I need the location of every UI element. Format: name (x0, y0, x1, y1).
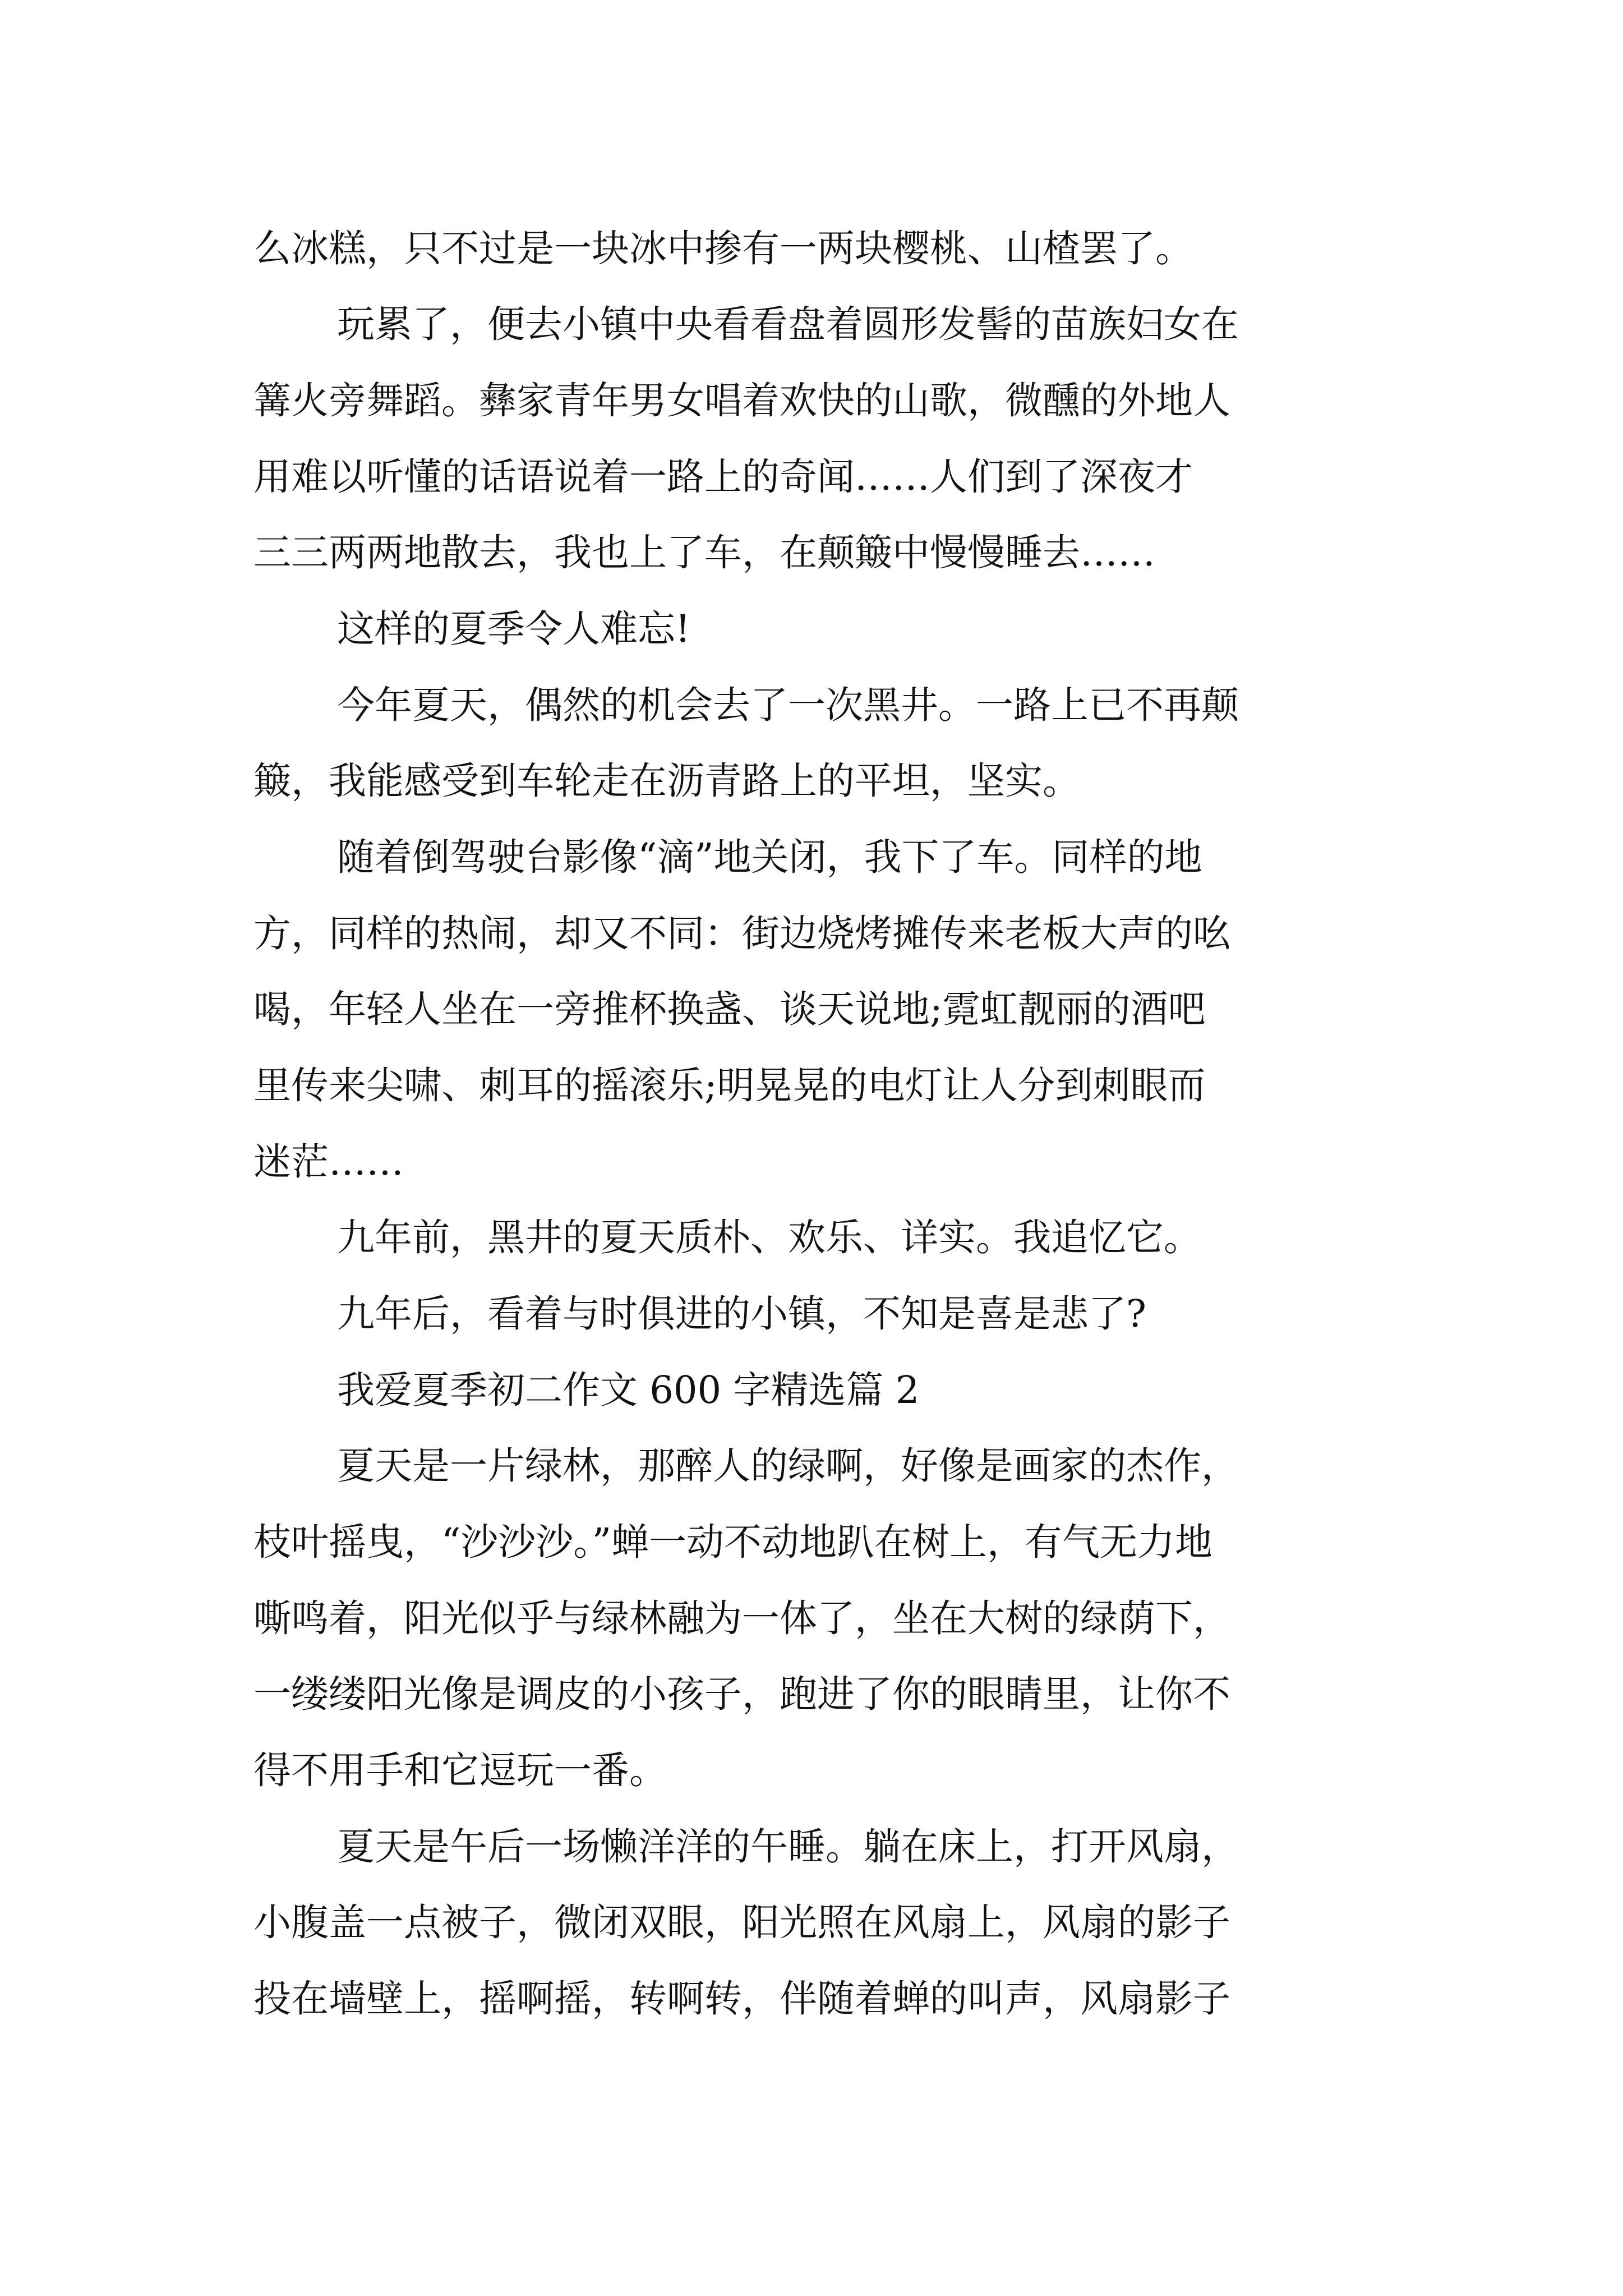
paragraph-start-line: 随着倒驾驶台影像“滴”地关闭，我下了车。同样的地 (337, 835, 1202, 879)
text-line: 里传来尖啸、刺耳的摇滚乐;明晃晃的电灯让人分到刺眼而 (253, 1064, 1206, 1107)
paragraph-start-line: 这样的夏季令人难忘! (337, 607, 690, 651)
paragraph-start-line: 夏天是午后一场懒洋洋的午睡。躺在床上，打开风扇， (337, 1825, 1239, 1869)
text-line: 喝，年轻人坐在一旁推杯换盏、谈天说地;霓虹靓丽的酒吧 (253, 987, 1206, 1031)
text-line: 用难以听懂的话语说着一路上的奇闻……人们到了深夜才 (253, 455, 1193, 499)
paragraph-start-line: 九年前，黑井的夏天质朴、欢乐、详实。我追忆它。 (337, 1216, 1201, 1259)
text-line: 篝火旁舞蹈。彝家青年男女唱着欢快的山歌，微醺的外地人 (253, 379, 1230, 422)
paragraph-start-line: 今年夏天，偶然的机会去了一次黑井。一路上已不再颠 (337, 683, 1239, 727)
text-line: 方，同样的热闹，却又不同：街边烧烤摊传来老板大声的吆 (253, 912, 1230, 955)
text-line: 小腹盖一点被子，微闭双眼，阳光照在风扇上，风扇的影子 (253, 1901, 1230, 1944)
text-line: 么冰糕，只不过是一块冰中掺有一两块樱桃、山楂罢了。 (253, 227, 1193, 270)
text-line: 得不用手和它逗玩一番。 (253, 1749, 667, 1792)
text-line: 簸，我能感受到车轮走在沥青路上的平坦，坚实。 (253, 759, 1080, 803)
paragraph-start-line: 夏天是一片绿林，那醉人的绿啊，好像是画家的杰作， (337, 1444, 1239, 1488)
text-line: 一缕缕阳光像是调皮的小孩子，跑进了你的眼睛里，让你不 (253, 1672, 1230, 1716)
text-line: 迷茫…… (253, 1140, 404, 1184)
paragraph-start-line: 玩累了，便去小镇中央看看盘着圆形发髻的苗族妇女在 (337, 302, 1239, 346)
text-line: 三三两两地散去，我也上了车，在颠簸中慢慢睡去…… (253, 531, 1155, 574)
paragraph-start-line: 九年后，看着与时俱进的小镇，不知是喜是悲了? (337, 1292, 1146, 1336)
text-line: 嘶鸣着，阳光似乎与绿林融为一体了，坐在大树的绿荫下， (253, 1596, 1230, 1640)
text-line: 枝叶摇曳，“沙沙沙。”蝉一动不动地趴在树上，有气无力地 (253, 1520, 1213, 1564)
text-line: 投在墙壁上，摇啊摇，转啊转，伴随着蝉的叫声，风扇影子 (253, 1977, 1230, 2021)
section-heading: 我爱夏季初二作文 600 字精选篇 2 (337, 1368, 920, 1412)
